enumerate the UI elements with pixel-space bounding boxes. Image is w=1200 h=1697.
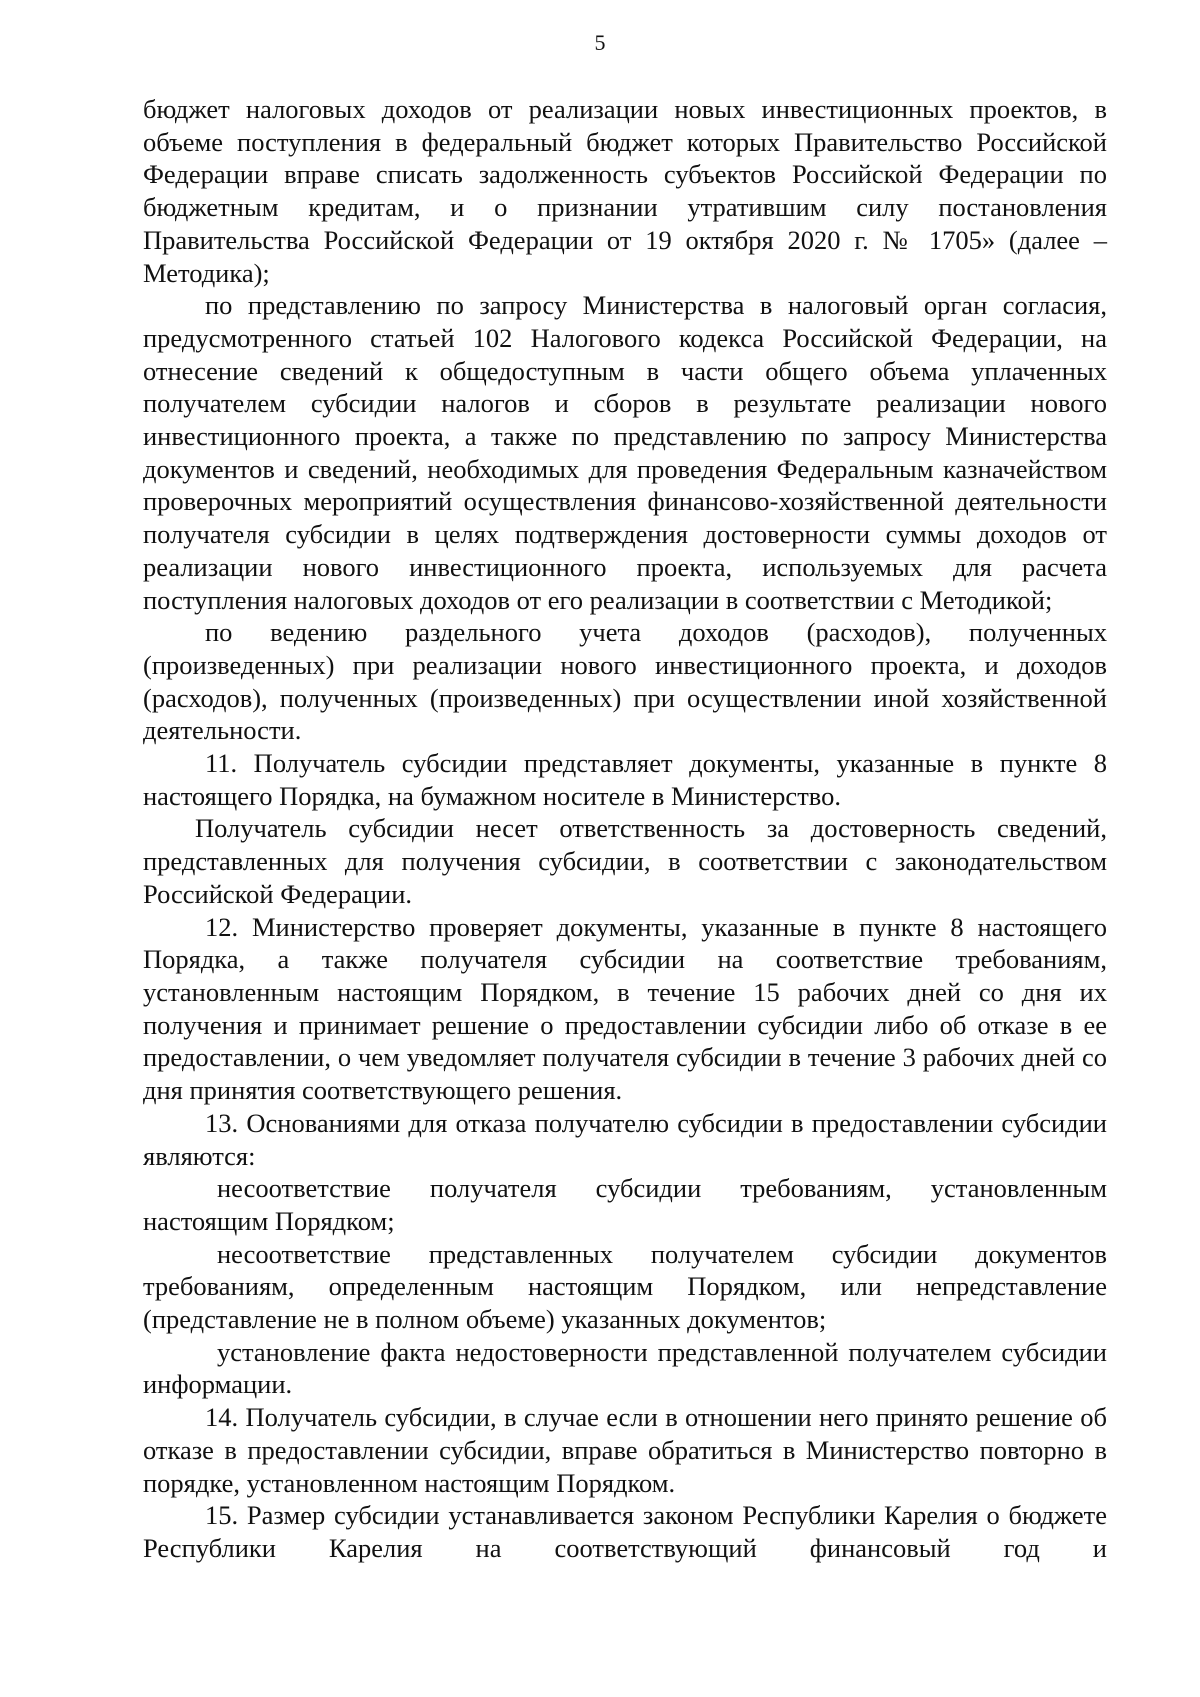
paragraph-separate-accounting: по ведению раздельного учета доходов (расходов), полученных (произведенных) при реализации нового инвестиционного проекта, и доходов (расходов), полученных (произведенных) при осуществлении иной хозяйственной деятельности. xyxy=(143,617,1107,746)
paragraph-refusal-ground-1: несоответствие получателя субсидии требованиям, установленным настоящим Порядком; xyxy=(143,1173,1107,1236)
paragraph-clause-11: 11. Получатель субсидии представляет документы, указанные в пункте 8 настоящего Порядка, на бумажном носителе в Министерство. xyxy=(143,748,1107,811)
paragraph-responsibility: Получатель субсидии несет ответственность за достоверность сведений, представленных для получения субсидии, в соответствии с законодательством Российской Федерации. xyxy=(143,813,1107,909)
paragraph-clause-15: 15. Размер субсидии устанавливается законом Республики Карелия о бюджете Республики Карелия на соответствующий финансовый год и xyxy=(143,1500,1107,1563)
paragraph-methodology-continuation: бюджет налоговых доходов от реализации новых инвестиционных проектов, в объеме поступления в федеральный бюджет которых Правительство Российской Федерации вправе списать задолженность субъектов Российской Федерации по бюджетным кредитам, и о признании утратившим силу постановления Правительства Российской Федерации от 19 октября 2020 г. № 1705» (далее – Методика); xyxy=(143,94,1107,288)
paragraph-clause-14: 14. Получатель субсидии, в случае если в отношении него принято решение об отказе в предоставлении субсидии, вправе обратиться в Министерство повторно в порядке, установленном настоящим Порядком. xyxy=(143,1402,1107,1498)
page-number: 5 xyxy=(594,30,606,55)
paragraph-clause-13: 13. Основаниями для отказа получателю субсидии в предоставлении субсидии являются: xyxy=(143,1107,1107,1171)
paragraph-refusal-ground-2: несоответствие представленных получателем субсидии документов требованиям, определенным настоящим Порядком, или непредставление (представление не в полном объеме) указанных документов; xyxy=(143,1238,1107,1335)
document-body xyxy=(143,93,1107,1565)
paragraph-clause-12: 12. Министерство проверяет документы, указанные в пункте 8 настоящего Порядка, а также получателя субсидии на соответствие требованиям, установленным настоящим Порядком, в течение 15 рабочих дней со дня их получения и принимает решение о предоставлении субсидии либо об отказе в ее предоставлении, о чем уведомляет получателя субсидии в течение 3 рабочих дней со дня принятия соответствующего решения. xyxy=(143,911,1107,1106)
paragraph-refusal-ground-3: установление факта недостоверности представленной получателем субсидии информации. xyxy=(143,1336,1107,1400)
paragraph-tax-consent: по представлению по запросу Министерства в налоговый орган согласия, предусмотренного статьей 102 Налогового кодекса Российской Федерации, на отнесение сведений к общедоступным в части общего объема уплаченных получателем субсидии налогов и сборов в результате реализации нового инвестиционного проекта, а также по представлению по запросу Министерства документов и сведений, необходимых для проведения Федеральным казначейством проверочных мероприятий осуществления финансово-хозяйственной деятельности получателя субсидии в целях подтверждения достоверности суммы доходов от реализации нового инвестиционного проекта, используемых для расчета поступления налоговых доходов от его реализации в соответствии с Методикой; xyxy=(143,290,1107,615)
